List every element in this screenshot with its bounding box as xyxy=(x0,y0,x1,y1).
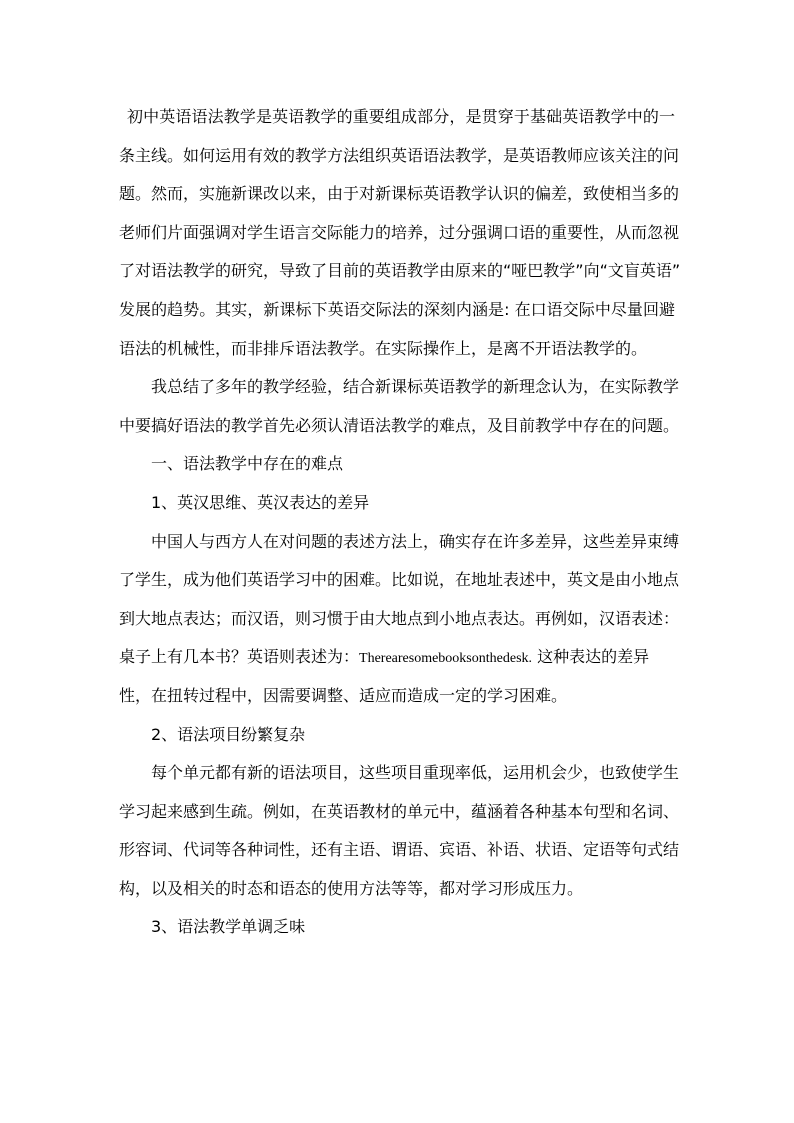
paragraph-2-line-1: 我总结了多年的教学经验，结合新课标英语教学的新理念认为，在实际教学 xyxy=(151,377,680,397)
paragraph-1-line-2: 条主线。如何运用有效的教学方法组织英语语法教学，是英语教师应该关注的问 xyxy=(119,145,680,165)
paragraph-1-line-7: 语法的机械性，而非排斥语法教学。在实际操作上，是离不开语法教学的。 xyxy=(119,338,648,358)
subsection-heading-2: 2、语法项目纷繁复杂 xyxy=(151,724,306,744)
subsection-heading-3: 3、语法教学单调乏味 xyxy=(151,917,306,937)
section-heading-1: 一、语法教学中存在的难点 xyxy=(151,454,344,474)
paragraph-3-line-2: 了学生，成为他们英语学习中的困难。比如说，在地址表述中，英文是由小地点 xyxy=(119,570,680,590)
paragraph-4-line-2: 学习起来感到生疏。例如，在英语教材的单元中，蕴涵着各种基本句型和名词、 xyxy=(119,801,680,821)
paragraph-4-line-3: 形容词、代词等各种词性，还有主语、谓语、宾语、补语、状语、定语等句式结 xyxy=(119,840,680,860)
paragraph-3-line-3: 到大地点表达；而汉语，则习惯于由大地点到小地点表达。再例如，汉语表述： xyxy=(119,608,680,628)
paragraph-1-line-5: 了对语法教学的研究，导致了目前的英语教学由原来的“哑巴教学”向“文盲英语” xyxy=(119,261,681,281)
english-example-sentence: Therearesomebooksonthedesk. xyxy=(359,651,533,667)
paragraph-4-line-1: 每个单元都有新的语法项目，这些项目重现率低，运用机会少，也致使学生 xyxy=(151,763,680,783)
document-body xyxy=(119,98,681,947)
paragraph-4-line-4: 构，以及相关的时态和语态的使用方法等等，都对学习形成压力。 xyxy=(119,878,584,898)
paragraph-3-line-4-chinese: 桌子上有几本书？英语则表述为： xyxy=(119,647,360,667)
paragraph-3-line-4 xyxy=(119,638,675,677)
subsection-heading-1: 1、英汉思维、英汉表达的差异 xyxy=(151,492,370,512)
paragraph-3-line-1: 中国人与西方人在对问题的表述方法上，确实存在许多差异，这些差异束缚 xyxy=(151,531,680,551)
paragraph-1-line-3: 题。然而，实施新课改以来，由于对新课标英语教学认识的偏差，致使相当多的 xyxy=(119,184,680,204)
paragraph-1-line-4: 老师们片面强调对学生语言交际能力的培养，过分强调口语的重要性，从而忽视 xyxy=(119,222,680,242)
paragraph-2-line-2: 中要搞好语法的教学首先必须认清语法教学的难点，及目前教学中存在的问题。 xyxy=(119,415,680,435)
paragraph-1-line-6: 发展的趋势。其实，新课标下英语交际法的深刻内涵是: 在口语交际中尽量回避 xyxy=(119,299,675,319)
paragraph-1-line-1: 初中英语语法教学是英语教学的重要组成部分，是贯穿于基础英语教学中的一 xyxy=(127,107,675,126)
paragraph-3-line-5: 性，在扭转过程中，因需要调整、适应而造成一定的学习困难。 xyxy=(119,685,568,705)
paragraph-3-line-4-tail: 这种表达的差异 xyxy=(537,647,650,667)
